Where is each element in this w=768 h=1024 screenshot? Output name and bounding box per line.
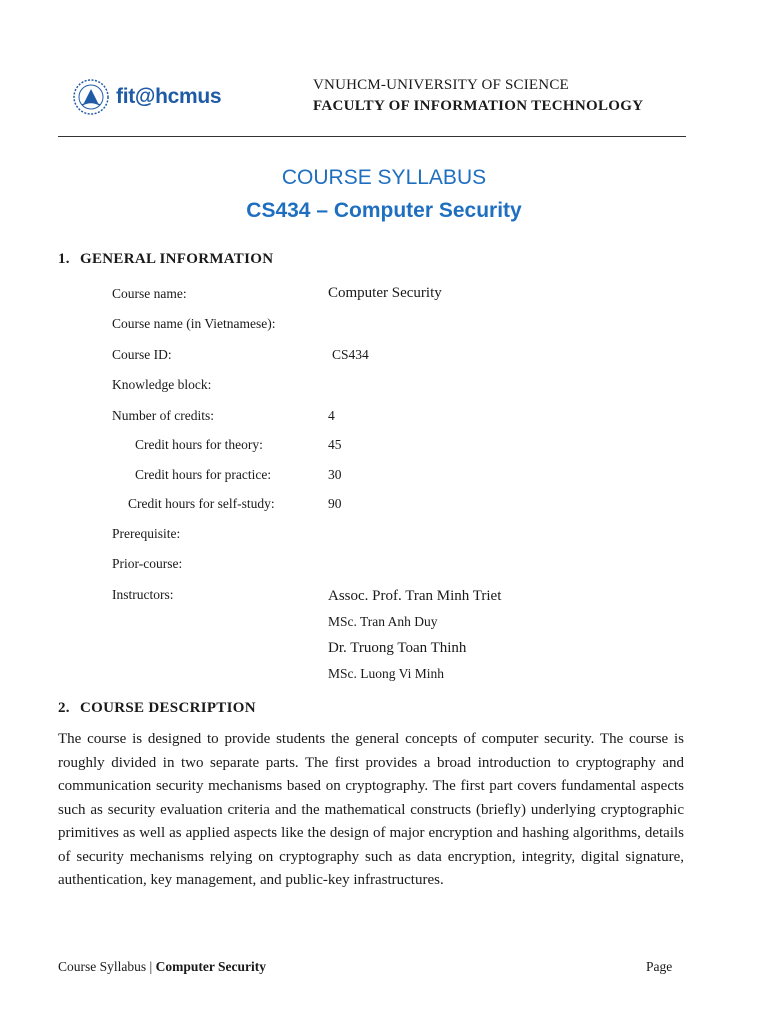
footer-prefix: Course Syllabus |	[58, 959, 156, 974]
value-credits: 4	[328, 408, 335, 423]
label-course-name: Course name:	[112, 286, 187, 301]
label-knowledge-block: Knowledge block:	[112, 377, 212, 392]
faculty-name: FACULTY OF INFORMATION TECHNOLOGY	[313, 98, 644, 114]
footer-course-name: Computer Security	[155, 959, 266, 974]
instructor-3: Dr. Truong Toan Thinh	[328, 640, 467, 656]
university-name: VNUHCM-UNIVERSITY OF SCIENCE	[313, 77, 569, 93]
course-description-paragraph: The course is designed to provide students the general concepts of computer security. The course is roughly divided in two separate parts. The first provides a broad introduction to cryptography and communication security mechanisms based on cryptography. The first part covers fundamental aspects such as security evaluation criteria and the mathematical constructs (briefly) underlying cryptographic primitives as well as applied aspects like the design of major encryption and hashing algorithms, details of security mechanisms relying on cryptography such as data encryption, integrity, digital signature, authentication, key management, and public-key infrastructures.	[58, 731, 684, 888]
document-title: COURSE SYLLABUS	[281, 166, 487, 189]
label-instructors: Instructors:	[112, 587, 174, 602]
page-header	[0, 0, 768, 140]
label-prior-course: Prior-course:	[112, 556, 183, 571]
section-number: 1.	[58, 251, 70, 267]
label-practice-hours: Credit hours for practice:	[135, 467, 272, 482]
value-course-id: CS434	[332, 347, 369, 362]
label-self-study-hours: Credit hours for self-study:	[128, 496, 275, 511]
section-title: GENERAL INFORMATION	[80, 251, 274, 267]
value-practice-hours: 30	[328, 467, 342, 482]
value-self-study-hours: 90	[328, 496, 342, 511]
section-heading-description	[58, 700, 256, 717]
footer-page-label: Page	[646, 959, 673, 974]
instructor-1: Assoc. Prof. Tran Minh Triet	[328, 588, 502, 604]
section-heading-general	[58, 251, 273, 268]
label-prerequisite: Prerequisite:	[112, 526, 181, 541]
value-theory-hours: 45	[328, 437, 342, 452]
footer-left	[58, 959, 266, 975]
label-theory-hours: Credit hours for theory:	[135, 437, 263, 452]
label-credits: Number of credits:	[112, 408, 214, 423]
faculty-logo	[72, 78, 221, 116]
instructor-4: MSc. Luong Vi Minh	[328, 666, 444, 681]
logo-text: fit@hcmus	[116, 85, 222, 108]
university-seal-icon	[72, 78, 110, 116]
section-title: COURSE DESCRIPTION	[80, 700, 256, 716]
instructor-2: MSc. Tran Anh Duy	[328, 614, 438, 629]
header-divider	[58, 136, 686, 137]
course-title: CS434 – Computer Security	[246, 199, 522, 222]
label-course-name-vn: Course name (in Vietnamese):	[112, 316, 276, 331]
section-number: 2.	[58, 700, 70, 716]
value-course-name: Computer Security	[328, 285, 442, 301]
label-course-id: Course ID:	[112, 347, 172, 362]
